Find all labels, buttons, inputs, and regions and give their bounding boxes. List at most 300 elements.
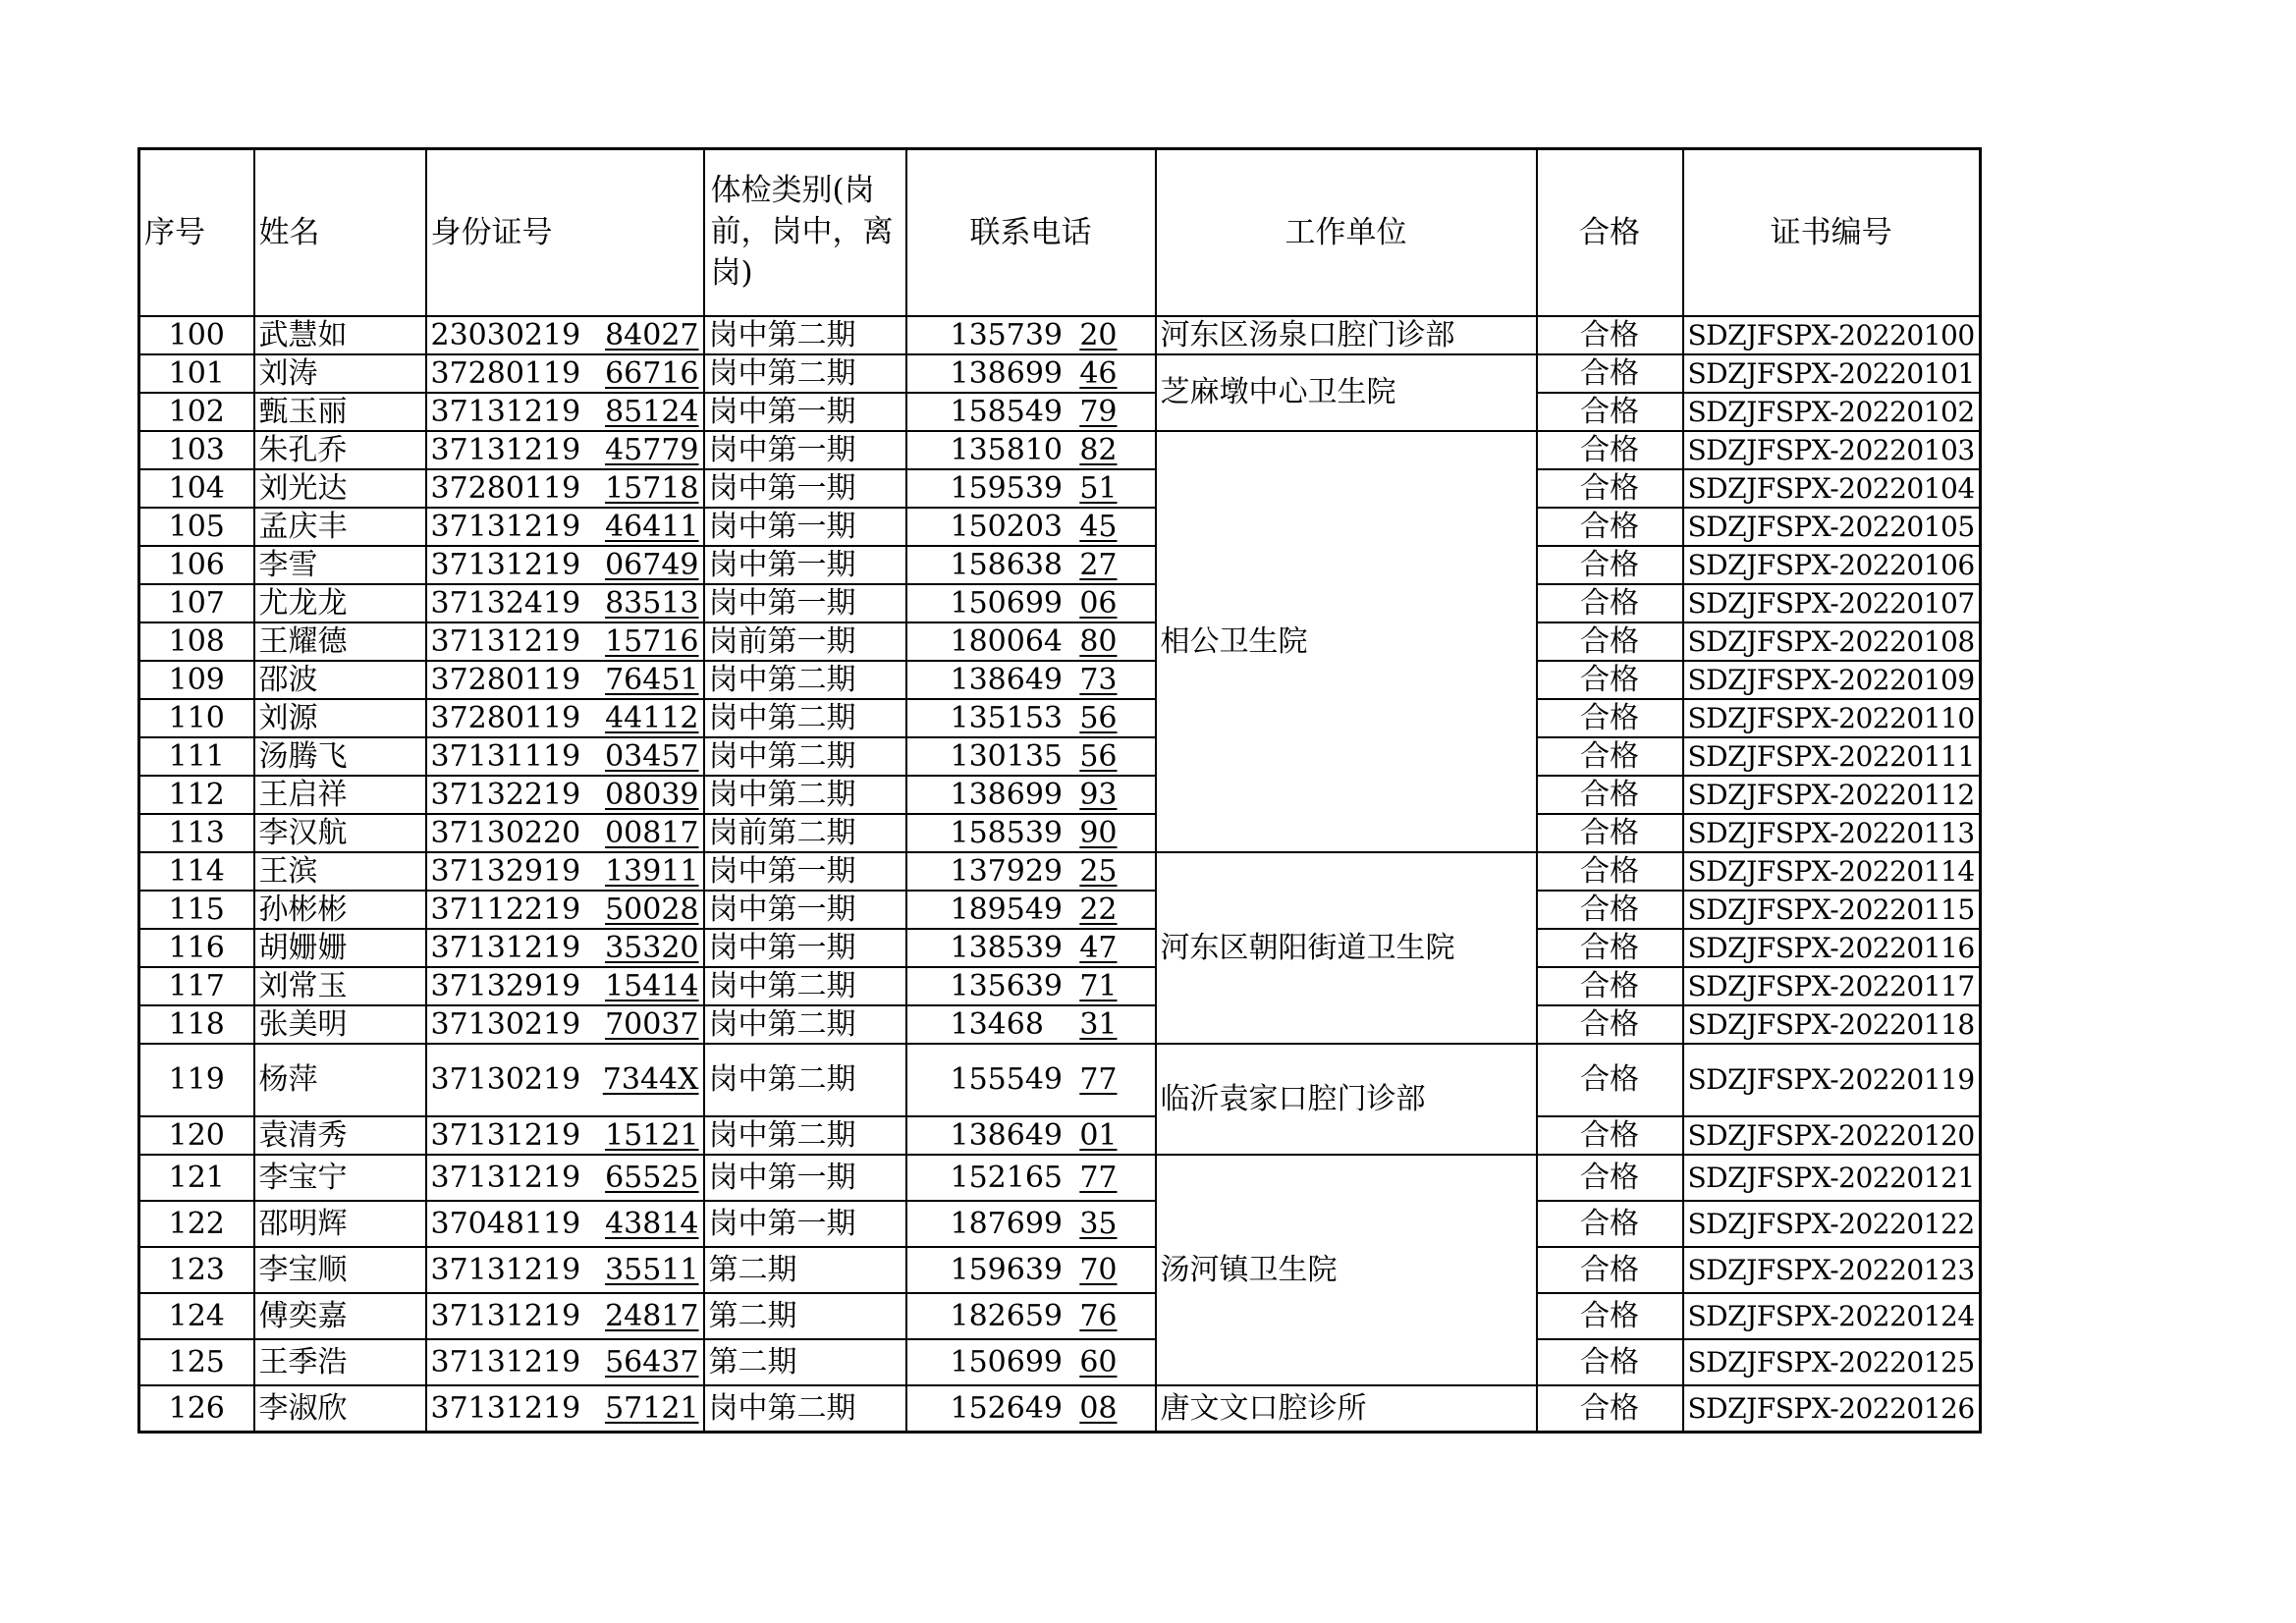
table-row (139, 546, 1981, 584)
id-number-suffix: 43814 (605, 1206, 699, 1241)
cell-name: 刘涛 (254, 354, 426, 393)
cell-cert-no: SDZJFSPX-20220122 (1683, 1201, 1981, 1247)
phone-prefix: 138649 (950, 662, 1064, 697)
table-row (139, 354, 1981, 393)
cell-exam-type: 岗中第二期 (704, 1005, 906, 1044)
phone-prefix: 135639 (950, 968, 1064, 1003)
id-number-suffix: 24817 (605, 1298, 699, 1333)
id-number-prefix: 37131219 (430, 1298, 581, 1333)
cell-cert-no: SDZJFSPX-20220107 (1683, 584, 1981, 622)
header-id-number: 身份证号 (426, 149, 704, 317)
cell-seq: 118 (139, 1005, 254, 1044)
table-body (139, 316, 1981, 1433)
phone-prefix: 155549 (950, 1062, 1064, 1097)
phone-suffix: 70 (1079, 1252, 1118, 1287)
phone-prefix: 182659 (950, 1298, 1064, 1333)
cell-id-number (426, 508, 704, 546)
id-number-prefix: 37132919 (430, 968, 581, 1003)
cell-phone (906, 508, 1156, 546)
phone-suffix: 20 (1079, 317, 1118, 352)
cell-phone (906, 737, 1156, 776)
cell-seq: 100 (139, 316, 254, 354)
id-number-prefix: 37130219 (430, 1006, 581, 1042)
cell-name: 孟庆丰 (254, 508, 426, 546)
cell-exam-type: 岗中第二期 (704, 967, 906, 1005)
id-number-suffix: 76451 (605, 662, 699, 697)
cell-cert-no: SDZJFSPX-20220101 (1683, 354, 1981, 393)
cell-phone (906, 316, 1156, 354)
cell-exam-type: 岗中第一期 (704, 1155, 906, 1201)
id-number-suffix: 7344X (602, 1062, 699, 1097)
header-cert-no: 证书编号 (1683, 149, 1981, 317)
phone-suffix: 06 (1079, 585, 1118, 621)
cell-exam-type: 岗前第二期 (704, 814, 906, 852)
cell-exam-type: 岗中第一期 (704, 852, 906, 891)
cell-qualified: 合格 (1537, 967, 1683, 1005)
phone-prefix: 135153 (950, 700, 1064, 735)
cell-qualified: 合格 (1537, 1116, 1683, 1155)
table-row (139, 661, 1981, 699)
phone-prefix: 189549 (950, 892, 1064, 927)
cell-name: 李宝宁 (254, 1155, 426, 1201)
cell-name: 李汉航 (254, 814, 426, 852)
cell-cert-no: SDZJFSPX-20220125 (1683, 1339, 1981, 1385)
cell-phone (906, 852, 1156, 891)
phone-suffix: 90 (1079, 815, 1118, 850)
cell-cert-no: SDZJFSPX-20220109 (1683, 661, 1981, 699)
cell-id-number (426, 1247, 704, 1293)
cell-cert-no: SDZJFSPX-20220126 (1683, 1385, 1981, 1433)
id-number-prefix: 37130219 (430, 1062, 581, 1097)
cell-exam-type: 岗中第一期 (704, 1201, 906, 1247)
phone-suffix: 71 (1079, 968, 1118, 1003)
cell-work-unit: 汤河镇卫生院 (1156, 1155, 1537, 1385)
cell-id-number (426, 431, 704, 469)
cell-id-number (426, 393, 704, 431)
id-number-prefix: 37131219 (430, 1390, 581, 1426)
cell-id-number (426, 1339, 704, 1385)
cell-exam-type: 第二期 (704, 1293, 906, 1339)
cell-cert-no: SDZJFSPX-20220108 (1683, 622, 1981, 661)
id-number-prefix: 37131219 (430, 930, 581, 965)
table-row (139, 431, 1981, 469)
cell-phone (906, 393, 1156, 431)
id-number-prefix: 23030219 (430, 317, 581, 352)
cell-name: 刘常玉 (254, 967, 426, 1005)
cell-id-number (426, 469, 704, 508)
table-row (139, 1155, 1981, 1201)
phone-prefix: 150699 (950, 1344, 1064, 1380)
cell-phone (906, 354, 1156, 393)
cell-phone (906, 622, 1156, 661)
table-row (139, 1385, 1981, 1433)
id-number-suffix: 45779 (605, 432, 699, 467)
cell-name: 孙彬彬 (254, 891, 426, 929)
cell-exam-type: 岗中第一期 (704, 469, 906, 508)
id-number-suffix: 35511 (605, 1252, 699, 1287)
id-number-suffix: 08039 (605, 777, 699, 812)
table-row (139, 776, 1981, 814)
phone-prefix: 158539 (950, 815, 1064, 850)
id-number-suffix: 50028 (605, 892, 699, 927)
id-number-prefix: 37132919 (430, 853, 581, 889)
table-row (139, 737, 1981, 776)
phone-prefix: 135739 (950, 317, 1064, 352)
cell-qualified: 合格 (1537, 814, 1683, 852)
cell-cert-no: SDZJFSPX-20220117 (1683, 967, 1981, 1005)
id-number-prefix: 37280119 (430, 700, 581, 735)
cell-qualified: 合格 (1537, 431, 1683, 469)
cell-name: 王滨 (254, 852, 426, 891)
cell-seq: 120 (139, 1116, 254, 1155)
cell-qualified: 合格 (1537, 1044, 1683, 1116)
cell-seq: 112 (139, 776, 254, 814)
cell-seq: 103 (139, 431, 254, 469)
cell-qualified: 合格 (1537, 661, 1683, 699)
id-number-suffix: 35320 (605, 930, 699, 965)
cell-qualified: 合格 (1537, 508, 1683, 546)
cell-work-unit: 芝麻墩中心卫生院 (1156, 354, 1537, 431)
table-row (139, 1005, 1981, 1044)
id-number-suffix: 85124 (605, 394, 699, 429)
cell-seq: 115 (139, 891, 254, 929)
phone-prefix: 150699 (950, 585, 1064, 621)
cell-qualified: 合格 (1537, 737, 1683, 776)
cell-exam-type: 岗中第一期 (704, 393, 906, 431)
phone-prefix: 135810 (950, 432, 1064, 467)
id-number-suffix: 15716 (605, 623, 699, 659)
cell-name: 杨萍 (254, 1044, 426, 1116)
cell-name: 邵明辉 (254, 1201, 426, 1247)
phone-suffix: 77 (1079, 1160, 1118, 1195)
cell-id-number (426, 1155, 704, 1201)
cell-phone (906, 891, 1156, 929)
table-row (139, 1247, 1981, 1293)
id-number-suffix: 66716 (605, 355, 699, 391)
cell-name: 王季浩 (254, 1339, 426, 1385)
table-row (139, 929, 1981, 967)
cell-exam-type: 岗中第一期 (704, 584, 906, 622)
roster-table (137, 147, 1982, 1434)
phone-suffix: 27 (1079, 547, 1118, 582)
cell-name: 张美明 (254, 1005, 426, 1044)
cell-qualified: 合格 (1537, 699, 1683, 737)
cell-id-number (426, 1293, 704, 1339)
id-number-suffix: 57121 (605, 1390, 699, 1426)
id-number-prefix: 37131219 (430, 394, 581, 429)
cell-phone (906, 1155, 1156, 1201)
phone-suffix: 08 (1079, 1390, 1118, 1426)
phone-suffix: 01 (1079, 1117, 1118, 1153)
cell-qualified: 合格 (1537, 546, 1683, 584)
cell-seq: 106 (139, 546, 254, 584)
cell-phone (906, 1385, 1156, 1433)
phone-prefix: 138699 (950, 355, 1064, 391)
table-row (139, 852, 1981, 891)
cell-cert-no: SDZJFSPX-20220123 (1683, 1247, 1981, 1293)
id-number-suffix: 70037 (605, 1006, 699, 1042)
table-row (139, 622, 1981, 661)
cell-qualified: 合格 (1537, 1339, 1683, 1385)
phone-prefix: 180064 (950, 623, 1064, 659)
cell-seq: 105 (139, 508, 254, 546)
table-row (139, 508, 1981, 546)
phone-prefix: 130135 (950, 738, 1064, 774)
cell-id-number (426, 584, 704, 622)
cell-phone (906, 1293, 1156, 1339)
cell-exam-type: 岗中第一期 (704, 508, 906, 546)
cell-seq: 107 (139, 584, 254, 622)
phone-prefix: 150203 (950, 509, 1064, 544)
cell-id-number (426, 737, 704, 776)
cell-cert-no: SDZJFSPX-20220119 (1683, 1044, 1981, 1116)
header-name: 姓名 (254, 149, 426, 317)
cell-qualified: 合格 (1537, 929, 1683, 967)
id-number-suffix: 15718 (605, 470, 699, 506)
cell-seq: 126 (139, 1385, 254, 1433)
cell-exam-type: 第二期 (704, 1339, 906, 1385)
cell-phone (906, 1044, 1156, 1116)
cell-seq: 114 (139, 852, 254, 891)
cell-name: 李雪 (254, 546, 426, 584)
cell-name: 武慧如 (254, 316, 426, 354)
phone-prefix: 137929 (950, 853, 1064, 889)
phone-suffix: 56 (1079, 738, 1118, 774)
phone-prefix: 138649 (950, 1117, 1064, 1153)
cell-qualified: 合格 (1537, 1201, 1683, 1247)
phone-prefix: 187699 (950, 1206, 1064, 1241)
id-number-suffix: 15121 (605, 1117, 699, 1153)
phone-suffix: 46 (1079, 355, 1118, 391)
phone-suffix: 82 (1079, 432, 1118, 467)
cell-id-number (426, 891, 704, 929)
cell-seq: 108 (139, 622, 254, 661)
cell-seq: 117 (139, 967, 254, 1005)
cell-qualified: 合格 (1537, 393, 1683, 431)
cell-phone (906, 1005, 1156, 1044)
phone-suffix: 77 (1079, 1062, 1118, 1097)
cell-cert-no: SDZJFSPX-20220115 (1683, 891, 1981, 929)
cell-id-number (426, 1005, 704, 1044)
table-row (139, 967, 1981, 1005)
id-number-prefix: 37131219 (430, 623, 581, 659)
cell-name: 甄玉丽 (254, 393, 426, 431)
cell-name: 王启祥 (254, 776, 426, 814)
phone-suffix: 22 (1079, 892, 1118, 927)
cell-id-number (426, 814, 704, 852)
table-row (139, 814, 1981, 852)
phone-prefix: 152165 (950, 1160, 1064, 1195)
id-number-suffix: 13911 (605, 853, 699, 889)
phone-suffix: 80 (1079, 623, 1118, 659)
header-work-unit: 工作单位 (1156, 149, 1537, 317)
phone-prefix: 13468 (950, 1006, 1044, 1042)
phone-suffix: 45 (1079, 509, 1118, 544)
table-row (139, 469, 1981, 508)
cell-exam-type: 岗中第一期 (704, 891, 906, 929)
cell-id-number (426, 929, 704, 967)
cell-work-unit: 临沂袁家口腔门诊部 (1156, 1044, 1537, 1155)
phone-prefix: 138699 (950, 777, 1064, 812)
id-number-prefix: 37280119 (430, 470, 581, 506)
cell-exam-type: 岗中第二期 (704, 699, 906, 737)
cell-name: 袁清秀 (254, 1116, 426, 1155)
id-number-prefix: 37131119 (430, 738, 581, 774)
cell-qualified: 合格 (1537, 584, 1683, 622)
id-number-prefix: 37280119 (430, 662, 581, 697)
cell-id-number (426, 699, 704, 737)
cell-name: 王耀德 (254, 622, 426, 661)
cell-phone (906, 546, 1156, 584)
cell-qualified: 合格 (1537, 891, 1683, 929)
cell-cert-no: SDZJFSPX-20220106 (1683, 546, 1981, 584)
phone-suffix: 25 (1079, 853, 1118, 889)
cell-cert-no: SDZJFSPX-20220120 (1683, 1116, 1981, 1155)
table-row (139, 393, 1981, 431)
table-row (139, 584, 1981, 622)
cell-qualified: 合格 (1537, 1385, 1683, 1433)
table-row (139, 1339, 1981, 1385)
table-row (139, 891, 1981, 929)
cell-seq: 116 (139, 929, 254, 967)
phone-prefix: 158549 (950, 394, 1064, 429)
cell-phone (906, 1247, 1156, 1293)
cell-name: 李淑欣 (254, 1385, 426, 1433)
cell-phone (906, 661, 1156, 699)
cell-id-number (426, 776, 704, 814)
cell-qualified: 合格 (1537, 316, 1683, 354)
cell-exam-type: 岗前第一期 (704, 622, 906, 661)
phone-suffix: 73 (1079, 662, 1118, 697)
id-number-prefix: 37131219 (430, 547, 581, 582)
cell-id-number (426, 1201, 704, 1247)
cell-cert-no: SDZJFSPX-20220124 (1683, 1293, 1981, 1339)
cell-id-number (426, 661, 704, 699)
cell-seq: 113 (139, 814, 254, 852)
cell-seq: 111 (139, 737, 254, 776)
phone-prefix: 152649 (950, 1390, 1064, 1426)
cell-id-number (426, 967, 704, 1005)
cell-exam-type: 岗中第二期 (704, 1044, 906, 1116)
id-number-suffix: 44112 (605, 700, 699, 735)
cell-exam-type: 岗中第二期 (704, 1385, 906, 1433)
cell-phone (906, 967, 1156, 1005)
cell-phone (906, 1339, 1156, 1385)
phone-suffix: 56 (1079, 700, 1118, 735)
cell-exam-type: 岗中第一期 (704, 929, 906, 967)
cell-exam-type: 岗中第二期 (704, 737, 906, 776)
cell-cert-no: SDZJFSPX-20220105 (1683, 508, 1981, 546)
phone-suffix: 35 (1079, 1206, 1118, 1241)
id-number-prefix: 37132419 (430, 585, 581, 621)
cell-exam-type: 岗中第二期 (704, 776, 906, 814)
cell-name: 邵波 (254, 661, 426, 699)
id-number-prefix: 37131219 (430, 1344, 581, 1380)
table-row (139, 699, 1981, 737)
cell-name: 尤龙龙 (254, 584, 426, 622)
id-number-prefix: 37131219 (430, 432, 581, 467)
id-number-suffix: 03457 (605, 738, 699, 774)
cell-exam-type: 岗中第二期 (704, 316, 906, 354)
cell-name: 朱孔乔 (254, 431, 426, 469)
id-number-prefix: 37132219 (430, 777, 581, 812)
phone-suffix: 60 (1079, 1344, 1118, 1380)
table-row (139, 1201, 1981, 1247)
cell-name: 刘源 (254, 699, 426, 737)
cell-phone (906, 431, 1156, 469)
cell-seq: 123 (139, 1247, 254, 1293)
cell-cert-no: SDZJFSPX-20220114 (1683, 852, 1981, 891)
id-number-prefix: 37130220 (430, 815, 581, 850)
cell-cert-no: SDZJFSPX-20220113 (1683, 814, 1981, 852)
phone-prefix: 138539 (950, 930, 1064, 965)
cell-cert-no: SDZJFSPX-20220110 (1683, 699, 1981, 737)
id-number-prefix: 37131219 (430, 1117, 581, 1153)
cell-phone (906, 584, 1156, 622)
cell-seq: 104 (139, 469, 254, 508)
cell-work-unit: 河东区汤泉口腔门诊部 (1156, 316, 1537, 354)
cell-id-number (426, 1385, 704, 1433)
id-number-prefix: 37112219 (430, 892, 581, 927)
id-number-suffix: 83513 (605, 585, 699, 621)
header-seq: 序号 (139, 149, 254, 317)
id-number-prefix: 37131219 (430, 1160, 581, 1195)
cell-id-number (426, 546, 704, 584)
cell-seq: 101 (139, 354, 254, 393)
phone-prefix: 158638 (950, 547, 1064, 582)
cell-phone (906, 1116, 1156, 1155)
header-exam-type: 体检类别(岗前，岗中，离岗) (704, 149, 906, 317)
cell-work-unit: 河东区朝阳街道卫生院 (1156, 852, 1537, 1044)
cell-name: 胡姗姗 (254, 929, 426, 967)
table-row (139, 316, 1981, 354)
table-row (139, 1044, 1981, 1116)
id-number-suffix: 06749 (605, 547, 699, 582)
cell-exam-type: 岗中第二期 (704, 661, 906, 699)
cell-name: 傅奕嘉 (254, 1293, 426, 1339)
cell-id-number (426, 852, 704, 891)
cell-qualified: 合格 (1537, 1247, 1683, 1293)
cell-qualified: 合格 (1537, 622, 1683, 661)
cell-qualified: 合格 (1537, 1005, 1683, 1044)
cell-seq: 125 (139, 1339, 254, 1385)
cell-work-unit: 相公卫生院 (1156, 431, 1537, 852)
cell-seq: 110 (139, 699, 254, 737)
cell-exam-type: 第二期 (704, 1247, 906, 1293)
id-number-prefix: 37131219 (430, 1252, 581, 1287)
phone-suffix: 31 (1079, 1006, 1118, 1042)
cell-seq: 102 (139, 393, 254, 431)
header-qualified: 合格 (1537, 149, 1683, 317)
cell-id-number (426, 622, 704, 661)
cell-qualified: 合格 (1537, 469, 1683, 508)
id-number-suffix: 00817 (605, 815, 699, 850)
cell-phone (906, 814, 1156, 852)
id-number-prefix: 37131219 (430, 509, 581, 544)
cell-phone (906, 469, 1156, 508)
cell-cert-no: SDZJFSPX-20220102 (1683, 393, 1981, 431)
phone-suffix: 51 (1079, 470, 1118, 506)
cell-seq: 124 (139, 1293, 254, 1339)
cell-seq: 122 (139, 1201, 254, 1247)
phone-prefix: 159539 (950, 470, 1064, 506)
cell-cert-no: SDZJFSPX-20220100 (1683, 316, 1981, 354)
phone-suffix: 76 (1079, 1298, 1118, 1333)
cell-id-number (426, 316, 704, 354)
cell-seq: 121 (139, 1155, 254, 1201)
cell-seq: 109 (139, 661, 254, 699)
phone-suffix: 93 (1079, 777, 1118, 812)
